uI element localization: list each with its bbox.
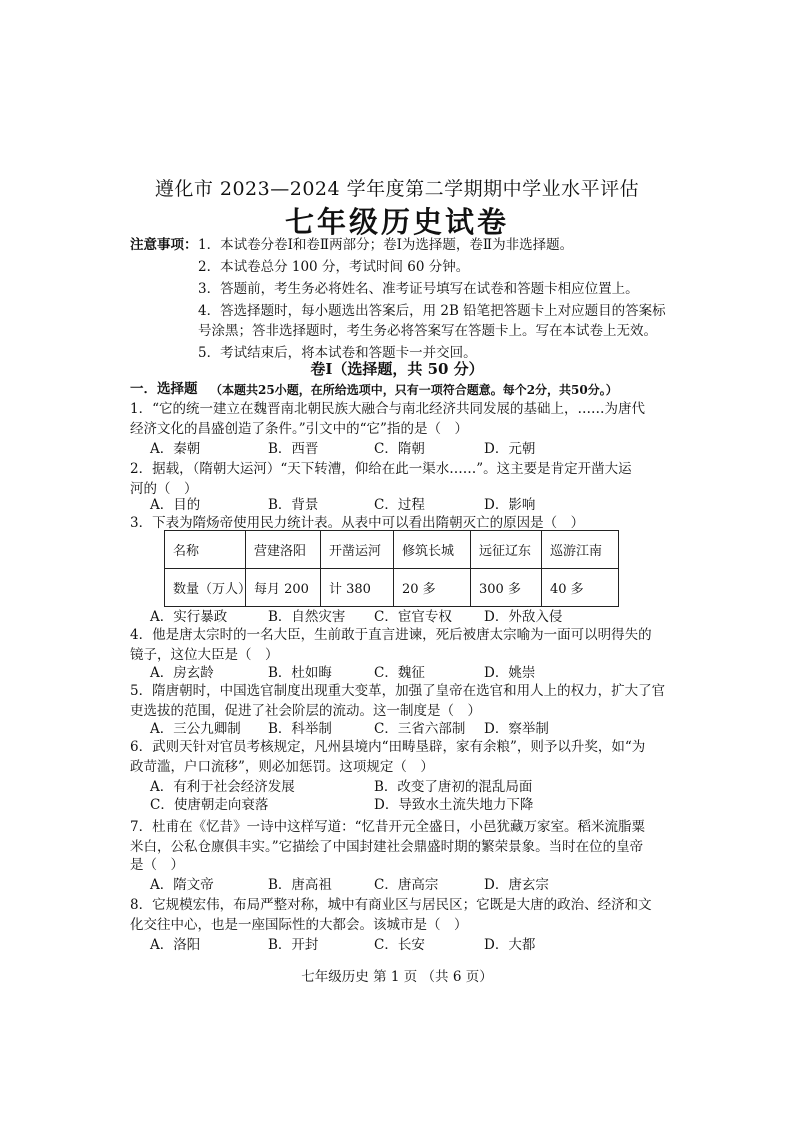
option-c[interactable]: C．唐高宗: [374, 877, 439, 893]
notice-item: 4．答选择题时，每小题选出答案后，用 2B 铅笔把答题卡上对应题目的答案标: [198, 303, 666, 319]
option-c[interactable]: C．宦官专权: [374, 609, 452, 625]
option-d[interactable]: D．外敌入侵: [484, 609, 563, 625]
option-a[interactable]: A．有利于社会经济发展: [150, 779, 295, 795]
option-c[interactable]: C．三省六部制: [374, 721, 466, 737]
table-cell: 数量（万人）: [165, 569, 246, 607]
option-d[interactable]: D．大都: [484, 937, 536, 953]
section-heading: 卷Ⅰ（选择题，共 50 分）: [310, 360, 484, 378]
notice-item: 号涂黑；答非选择题时，考生务必将答案写在答题卡上。写在本试卷上无效。: [198, 323, 657, 339]
table-cell: 开凿运河: [321, 531, 394, 569]
option-b[interactable]: B．开封: [268, 937, 319, 953]
option-b[interactable]: B．改变了唐初的混乱局面: [374, 779, 533, 795]
question-7-line: 7．杜甫在《忆昔》一诗中这样写道：“忆昔开元全盛日，小邑犹藏万家室。稻米流脂粟: [130, 819, 645, 835]
question-1-line: 1．“它的统一建立在魏晋南北朝民族大融合与南北经济共同发展的基础上，……为唐代: [130, 401, 645, 417]
table-cell: 300 多: [471, 569, 542, 607]
question-8-line: 8．它规模宏伟，布局严整对称，城中有商业区与居民区；它既是大唐的政治、经济和文: [130, 897, 652, 913]
option-b[interactable]: B．自然灾害: [268, 609, 346, 625]
table-row: [165, 569, 619, 607]
table-cell: 修筑长城: [394, 531, 471, 569]
option-c[interactable]: C．隋朝: [374, 441, 425, 457]
option-c[interactable]: C．使唐朝走向衰落: [150, 797, 269, 813]
table-cell: 远征辽东: [471, 531, 542, 569]
option-b[interactable]: B．科举制: [268, 721, 332, 737]
option-d[interactable]: D．元朝: [484, 441, 536, 457]
question-4-line: 4．他是唐太宗时的一名大臣，生前敢于直言进谏，死后被唐太宗喻为一面可以明得失的: [130, 627, 652, 643]
question-1-line: 经济文化的昌盛创造了条件。”引文中的“它”指的是（ ）: [130, 421, 468, 437]
option-a[interactable]: A．隋文帝: [150, 877, 214, 893]
question-5-line: 吏选拔的范围，促进了社会阶层的流动。这一制度是（ ）: [130, 703, 481, 719]
exam-title: 遵化市 2023—2024 学年度第二学期期中学业水平评估: [154, 178, 640, 200]
part-title: 一．选择题: [130, 381, 198, 397]
notice-item: 3．答题前，考生务必将姓名、准考证号填写在试卷和答题卡相应位置上。: [198, 281, 639, 297]
option-a[interactable]: A．房玄龄: [150, 665, 214, 681]
table-cell: 巡游江南: [542, 531, 619, 569]
option-a[interactable]: A．目的: [150, 497, 201, 513]
page-footer: 七年级历史 第 1 页 （共 6 页）: [301, 969, 493, 985]
question-5-line: 5．隋唐朝时，中国选官制度出现重大变革，加强了皇帝在选官和用人上的权力，扩大了官: [130, 683, 666, 699]
notice-item: 2．本试卷总分 100 分，考试时间 60 分钟。: [198, 259, 470, 275]
question-2-line: 河的（ ）: [130, 481, 198, 497]
labor-statistics-table: [164, 530, 619, 607]
question-2-line: 2．据载，（隋朝大运河）“天下转漕，仰给在此一渠水……”。这主要是肯定开凿大运: [130, 461, 632, 477]
question-7-line: 是（ ）: [130, 857, 184, 873]
option-c[interactable]: C．魏征: [374, 665, 425, 681]
table-header-row: [165, 531, 619, 569]
table-cell: 名称: [165, 531, 246, 569]
option-b[interactable]: B．背景: [268, 497, 319, 513]
option-d[interactable]: D．导致水土流失地力下降: [374, 797, 534, 813]
option-a[interactable]: A．实行暴政: [150, 609, 228, 625]
option-d[interactable]: D．唐玄宗: [484, 877, 549, 893]
question-8-line: 化交往中心，也是一座国际性的大都会。该城市是（ ）: [130, 917, 468, 933]
table-cell: 20 多: [394, 569, 471, 607]
option-b[interactable]: B．杜如晦: [268, 665, 332, 681]
question-6-line: 政苛滥，户口流移”，则必加惩罚。这项规定（ ）: [130, 759, 434, 775]
option-d[interactable]: D．姚崇: [484, 665, 536, 681]
option-d[interactable]: D．察举制: [484, 721, 549, 737]
option-a[interactable]: A．秦朝: [150, 441, 201, 457]
notice-item: 5．考试结束后，将本试卷和答题卡一并交回。: [198, 345, 477, 361]
question-4-line: 镜子，这位大臣是（ ）: [130, 647, 279, 663]
part-description: （本题共25小题，在所给选项中，只有一项符合题意。每个2分，共50分。）: [210, 383, 618, 397]
option-b[interactable]: B．唐高祖: [268, 877, 332, 893]
table-cell: 每月 200: [246, 569, 321, 607]
option-d[interactable]: D．影响: [484, 497, 536, 513]
exam-subtitle: 七年级历史试卷: [284, 205, 509, 239]
table-cell: 40 多: [542, 569, 619, 607]
notice-label: 注意事项：: [130, 237, 198, 253]
option-b[interactable]: B．西晋: [268, 441, 319, 457]
notice-item: 1．本试卷分卷Ⅰ和卷Ⅱ两部分；卷Ⅰ为选择题，卷Ⅱ为非选择题。: [198, 237, 574, 253]
table-cell: 计 380: [321, 569, 394, 607]
table-cell: 营建洛阳: [246, 531, 321, 569]
question-3-line: 3．下表为隋炀帝使用民力统计表。从表中可以看出隋朝灭亡的原因是（ ）: [130, 515, 585, 531]
question-6-line: 6．武则天针对官员考核规定，凡州县境内“田畴垦辟，家有余粮”，则予以升奖，如“为: [130, 739, 646, 755]
question-7-line: 米白，公私仓廪俱丰实。”它描绘了中国封建社会鼎盛时期的繁荣景象。当时在位的皇帝: [130, 839, 644, 855]
option-c[interactable]: C．过程: [374, 497, 425, 513]
option-c[interactable]: C．长安: [374, 937, 425, 953]
option-a[interactable]: A．三公九卿制: [150, 721, 241, 737]
option-a[interactable]: A．洛阳: [150, 937, 201, 953]
